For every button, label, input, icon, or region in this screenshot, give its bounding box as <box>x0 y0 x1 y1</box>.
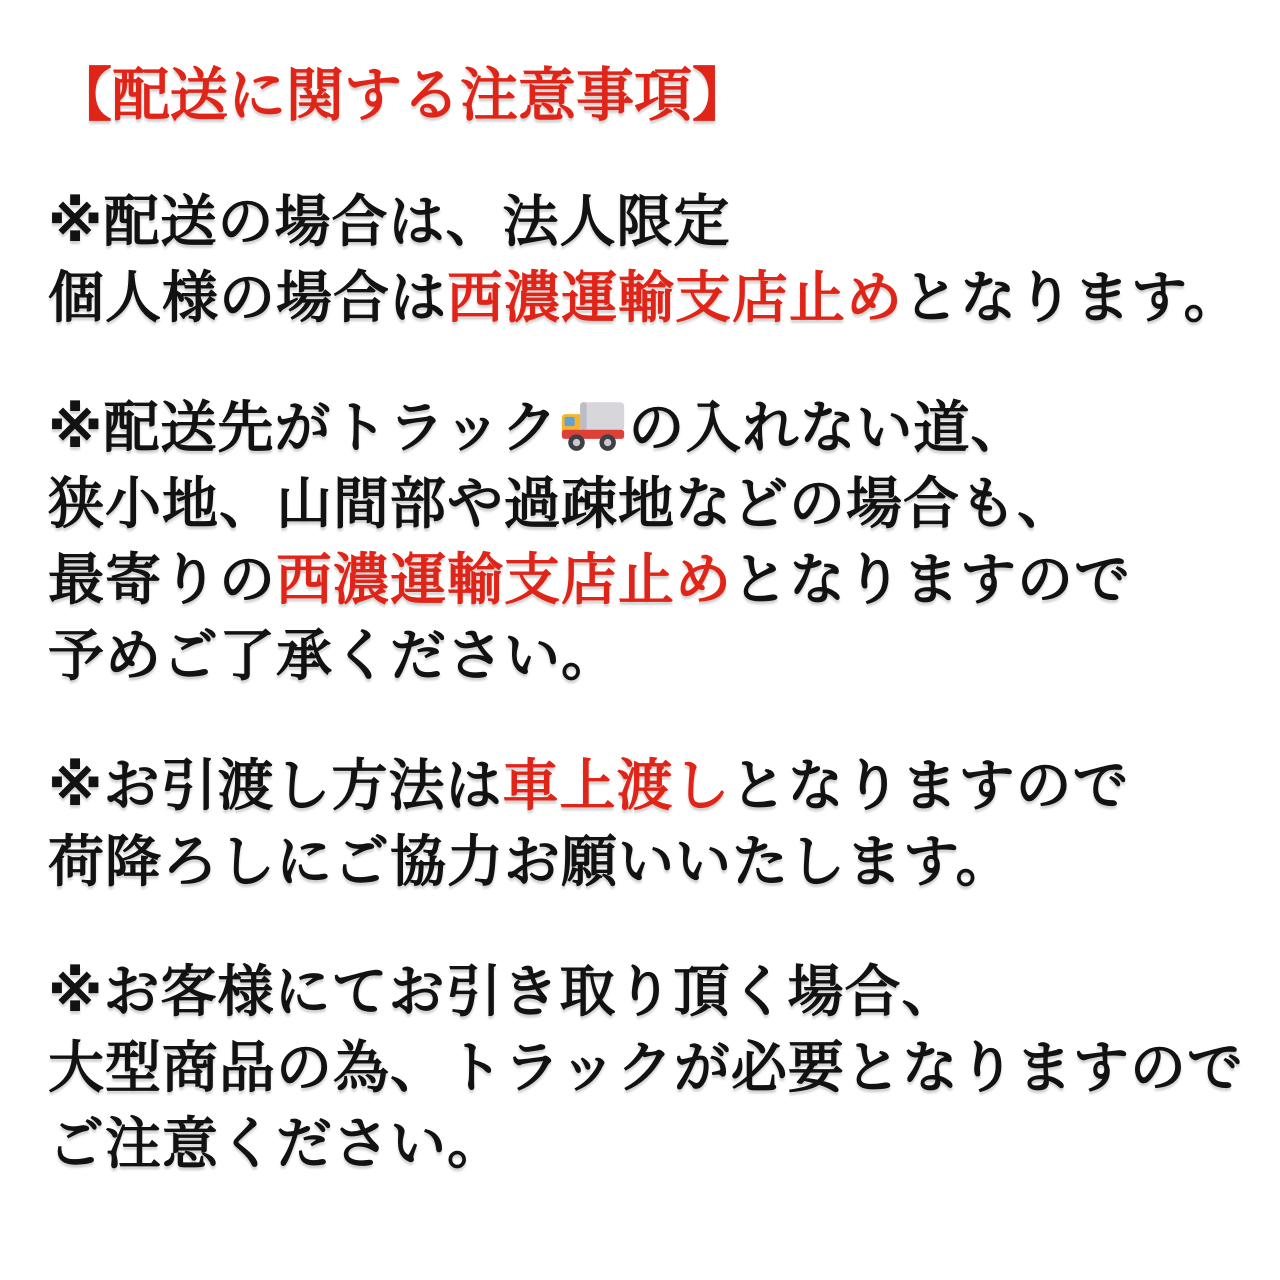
text-segment: ※配送の場合は、法人限定 <box>48 190 731 255</box>
notice-line <box>48 749 1246 825</box>
text-segment: 大型商品の為、トラックが必要となりますので <box>48 1036 1244 1101</box>
text-segment: となりますので <box>730 754 1130 819</box>
notice-line <box>48 261 1246 337</box>
text-segment: ご注意ください。 <box>48 1112 504 1177</box>
text-segment: の入れない道、 <box>628 396 1028 461</box>
text-segment: 狭小地、山間部や過疎地などの場合も、 <box>48 472 1074 537</box>
highlighted-text: 西濃運輸支店止め <box>276 548 732 613</box>
delivery-truck-icon <box>560 399 626 455</box>
text-segment: 荷降ろしにご協力お願いいたします。 <box>48 830 1013 895</box>
notice-line <box>48 467 1246 543</box>
text-segment: となりますので <box>732 548 1131 613</box>
highlighted-text: 車上渡し <box>502 754 731 819</box>
notice-paragraph <box>48 391 1246 695</box>
notice-line <box>48 955 1246 1031</box>
notice-line <box>48 391 1246 467</box>
notice-title: 【配送に関する注意事項】 <box>54 61 751 129</box>
text-segment: ※配送先がトラック <box>48 396 559 461</box>
notice-line <box>48 1107 1246 1183</box>
notice-paragraph <box>48 749 1246 901</box>
text-segment: となります。 <box>903 266 1241 331</box>
notice-paragraph <box>48 955 1246 1183</box>
text-segment: ※お客様にてお引き取り頂く場合、 <box>48 960 959 1025</box>
text-segment: 個人様の場合は <box>48 266 447 331</box>
notice-paragraph <box>48 185 1246 337</box>
notice-line <box>48 1031 1246 1107</box>
text-segment: ※お引渡し方法は <box>48 754 503 819</box>
notice-line <box>48 825 1246 901</box>
notice-line <box>48 185 1246 261</box>
text-segment: 最寄りの <box>48 548 276 613</box>
notice-line <box>48 619 1246 695</box>
text-segment: 予めご了承ください。 <box>48 624 618 689</box>
highlighted-text: 西濃運輸支店止め <box>447 266 903 331</box>
notice-line <box>48 543 1246 619</box>
notice-body <box>48 185 1246 1183</box>
